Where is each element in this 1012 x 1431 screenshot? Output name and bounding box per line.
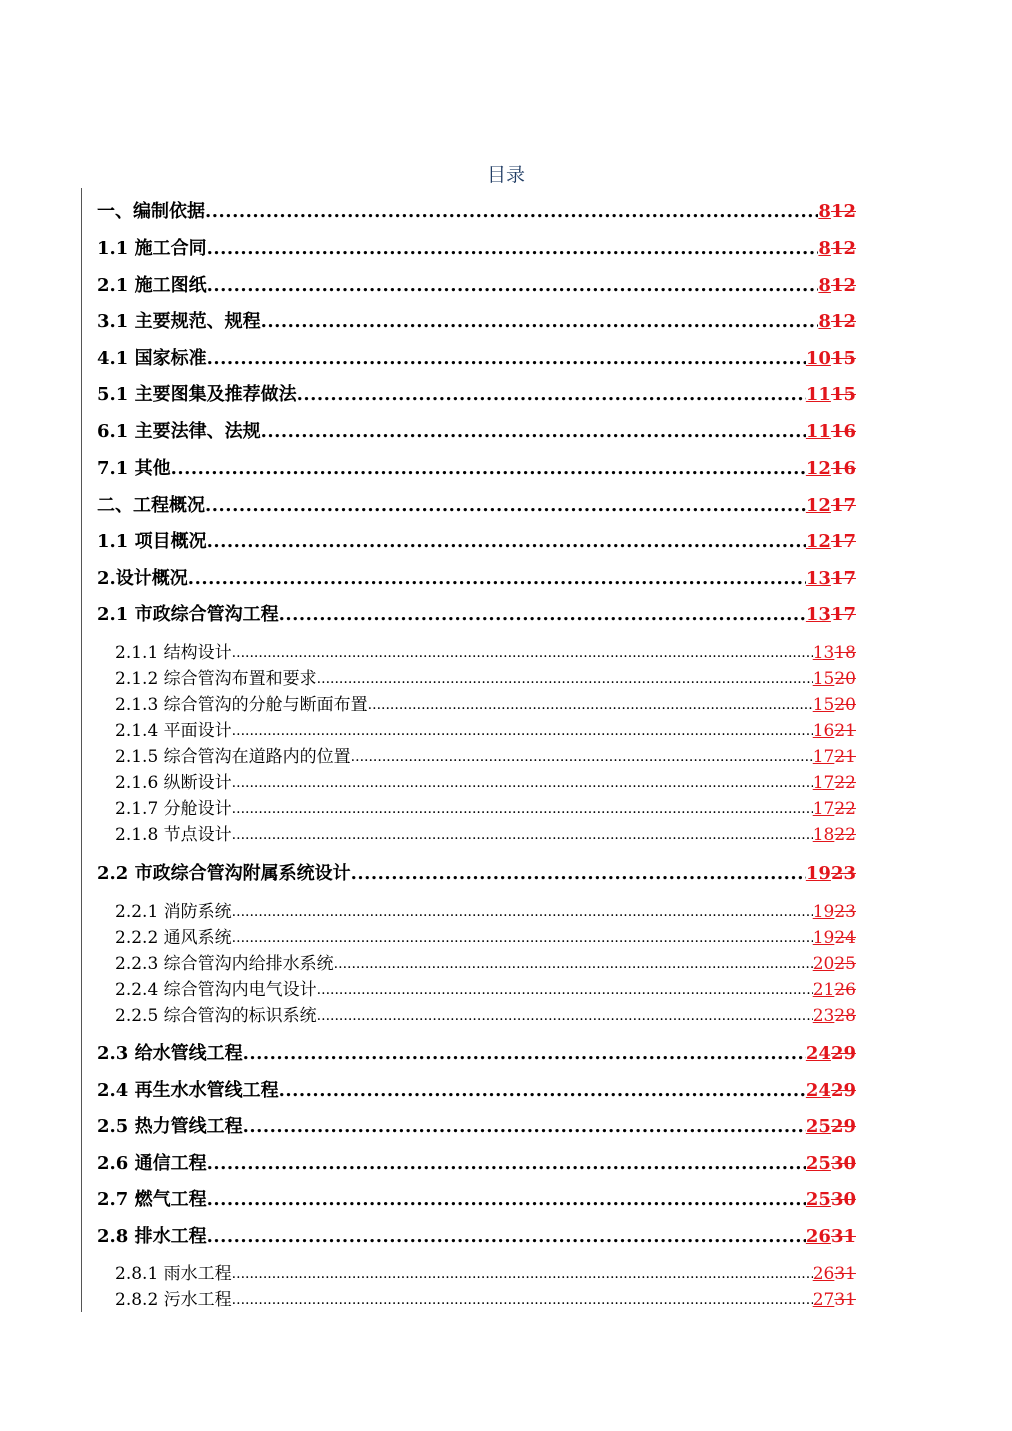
toc-entry-label: 1.1 项目概况 — [97, 531, 207, 552]
toc-deleted-page-number: 17 — [830, 495, 856, 516]
dot-leader — [279, 602, 806, 628]
toc-page-number: 12 — [805, 458, 831, 479]
dot-leader — [243, 1114, 806, 1140]
toc-deleted-page-number: 17 — [830, 604, 856, 625]
toc-entry[interactable] — [115, 1005, 856, 1027]
toc-entry[interactable] — [97, 1114, 856, 1140]
dot-leader — [232, 772, 813, 794]
dot-leader — [351, 746, 813, 768]
toc-entry[interactable] — [115, 1289, 856, 1311]
toc-deleted-page-number: 12 — [830, 201, 856, 222]
toc-page-number: 11 — [805, 421, 831, 442]
toc-entry[interactable] — [97, 1078, 856, 1104]
toc-deleted-page-number: 22 — [834, 799, 856, 819]
dot-leader — [207, 273, 819, 299]
toc-page-number: 11 — [805, 384, 831, 405]
dot-leader — [317, 1005, 813, 1027]
toc-entry-label: 2.设计概况 — [97, 568, 188, 589]
toc-page-number: 20 — [812, 954, 835, 974]
toc-page-number: 8 — [818, 311, 831, 332]
toc-page-number: 21 — [812, 980, 835, 1000]
dot-leader — [232, 824, 813, 846]
toc-deleted-page-number: 15 — [830, 348, 856, 369]
toc-entry[interactable] — [97, 1041, 856, 1067]
revision-change-bar — [81, 188, 82, 1312]
toc-page-number: 24 — [805, 1080, 831, 1101]
toc-entry[interactable] — [115, 772, 856, 794]
toc-page-number: 19 — [805, 863, 831, 884]
toc-entry[interactable] — [97, 199, 856, 225]
toc-entry[interactable] — [97, 419, 856, 445]
toc-deleted-page-number: 30 — [830, 1153, 856, 1174]
toc-deleted-page-number: 23 — [834, 902, 856, 922]
toc-page-number: 12 — [805, 531, 831, 552]
dot-leader — [205, 199, 818, 225]
toc-entry-label: 2.2.2 通风系统 — [115, 928, 232, 948]
dot-leader — [243, 1041, 806, 1067]
toc-page-number: 25 — [805, 1116, 831, 1137]
toc-entry-label: 2.8 排水工程 — [97, 1226, 207, 1247]
toc-deleted-page-number: 20 — [834, 669, 856, 689]
toc-entry[interactable] — [115, 694, 856, 716]
toc-deleted-page-number: 26 — [834, 980, 856, 1000]
toc-entry-label: 2.1.3 综合管沟的分舱与断面布置 — [115, 695, 368, 715]
toc-entry[interactable] — [97, 529, 856, 555]
toc-deleted-page-number: 21 — [834, 721, 856, 741]
toc-entry-label: 3.1 主要规范、规程 — [97, 311, 261, 332]
toc-page-number: 17 — [812, 747, 835, 767]
toc-entry-label: 2.4 再生水水管线工程 — [97, 1080, 279, 1101]
toc-title: 目录 — [486, 164, 525, 186]
toc-entry[interactable] — [115, 642, 856, 664]
toc-page-number: 26 — [805, 1226, 831, 1247]
toc-deleted-page-number: 29 — [830, 1116, 856, 1137]
toc-entry[interactable] — [97, 382, 856, 408]
toc-entry[interactable] — [97, 493, 856, 519]
toc-deleted-page-number: 23 — [830, 863, 856, 884]
toc-page-number: 13 — [812, 643, 835, 663]
dot-leader — [232, 642, 813, 664]
toc-deleted-page-number: 31 — [830, 1226, 856, 1247]
dot-leader — [317, 979, 813, 1001]
dot-leader — [232, 1289, 813, 1311]
toc-entry[interactable] — [97, 861, 856, 887]
dot-leader — [297, 382, 806, 408]
dot-leader — [232, 1263, 813, 1285]
toc-page-number: 23 — [812, 1006, 835, 1026]
toc-entry[interactable] — [97, 566, 856, 592]
dot-leader — [207, 529, 806, 555]
toc-entry[interactable] — [115, 798, 856, 820]
dot-leader — [261, 309, 819, 335]
dot-leader — [207, 1187, 806, 1213]
toc-deleted-page-number: 18 — [834, 643, 856, 663]
toc-deleted-page-number: 28 — [834, 1006, 856, 1026]
toc-page-number: 13 — [805, 604, 831, 625]
toc-entry-label: 2.1 市政综合管沟工程 — [97, 604, 279, 625]
toc-entry[interactable] — [97, 1224, 856, 1250]
toc-entry-label: 2.1.7 分舱设计 — [115, 799, 232, 819]
toc-entry-label: 2.1.4 平面设计 — [115, 721, 232, 741]
toc-deleted-page-number: 16 — [830, 421, 856, 442]
toc-entry-label: 2.1.8 节点设计 — [115, 825, 232, 845]
toc-entry[interactable] — [115, 824, 856, 846]
toc-deleted-page-number: 12 — [830, 275, 856, 296]
toc-entry[interactable] — [97, 273, 856, 299]
dot-leader — [207, 1224, 806, 1250]
toc-entry-label: 4.1 国家标准 — [97, 348, 207, 369]
dot-leader — [317, 668, 813, 690]
toc-entry[interactable] — [115, 668, 856, 690]
toc-deleted-page-number: 17 — [830, 568, 856, 589]
toc-entry-label: 2.3 给水管线工程 — [97, 1043, 243, 1064]
toc-entry-label: 2.2.5 综合管沟的标识系统 — [115, 1006, 317, 1026]
toc-deleted-page-number: 17 — [830, 531, 856, 552]
toc-entry-label: 7.1 其他 — [97, 458, 171, 479]
toc-deleted-page-number: 22 — [834, 825, 856, 845]
toc-deleted-page-number: 12 — [830, 311, 856, 332]
toc-entry-label: 二、工程概况 — [97, 495, 205, 516]
toc-entry-label: 2.7 燃气工程 — [97, 1189, 207, 1210]
dot-leader — [188, 566, 806, 592]
toc-entry[interactable] — [97, 1151, 856, 1177]
toc-entry-label: 2.6 通信工程 — [97, 1153, 207, 1174]
toc-entry-label: 1.1 施工合同 — [97, 238, 207, 259]
toc-entry-label: 6.1 主要法律、法规 — [97, 421, 261, 442]
toc-entry[interactable] — [115, 720, 856, 742]
toc-entry[interactable] — [97, 456, 856, 482]
toc-entry-label: 2.1.6 纵断设计 — [115, 773, 232, 793]
toc-entry[interactable] — [97, 309, 856, 335]
dot-leader — [207, 1151, 806, 1177]
dot-leader — [207, 236, 819, 262]
toc-page-number: 17 — [812, 799, 835, 819]
toc-entry[interactable] — [115, 746, 856, 768]
dot-leader — [232, 720, 813, 742]
dot-leader — [334, 953, 813, 975]
toc-page-number: 19 — [812, 928, 835, 948]
toc-entry[interactable] — [97, 346, 856, 372]
toc-entry-label: 一、编制依据 — [97, 201, 205, 222]
toc-deleted-page-number: 16 — [830, 458, 856, 479]
toc-page-number: 17 — [812, 773, 835, 793]
dot-leader — [232, 901, 813, 923]
toc-deleted-page-number: 15 — [830, 384, 856, 405]
toc-deleted-page-number: 29 — [830, 1043, 856, 1064]
toc-page-number: 8 — [818, 201, 831, 222]
toc-page-number: 13 — [805, 568, 831, 589]
toc-deleted-page-number: 31 — [834, 1264, 856, 1284]
toc-entry-label: 2.2 市政综合管沟附属系统设计 — [97, 863, 351, 884]
toc-entry[interactable] — [115, 979, 856, 1001]
toc-page-number: 8 — [818, 238, 831, 259]
toc-page-number: 27 — [812, 1290, 835, 1310]
toc-entry-label: 2.2.4 综合管沟内电气设计 — [115, 980, 317, 1000]
toc-entry[interactable] — [97, 602, 856, 628]
dot-leader — [207, 346, 806, 372]
toc-entry[interactable] — [115, 901, 856, 923]
toc-entry[interactable] — [115, 1263, 856, 1285]
toc-page-number: 16 — [812, 721, 835, 741]
dot-leader — [279, 1078, 806, 1104]
toc-entry-label: 2.2.1 消防系统 — [115, 902, 232, 922]
dot-leader — [351, 861, 806, 887]
dot-leader — [232, 927, 813, 949]
toc-page-number: 12 — [805, 495, 831, 516]
toc-page-number: 26 — [812, 1264, 835, 1284]
toc-page-number: 24 — [805, 1043, 831, 1064]
toc-page-number: 19 — [812, 902, 835, 922]
toc-entry[interactable] — [115, 953, 856, 975]
toc-entry-label: 2.1 施工图纸 — [97, 275, 207, 296]
toc-deleted-page-number: 29 — [830, 1080, 856, 1101]
toc-entry-label: 5.1 主要图集及推荐做法 — [97, 384, 297, 405]
dot-leader — [232, 798, 813, 820]
dot-leader — [261, 419, 806, 445]
toc-page-number: 18 — [812, 825, 835, 845]
toc-entry-label: 2.8.1 雨水工程 — [115, 1264, 232, 1284]
toc-page-number: 15 — [812, 669, 835, 689]
toc-entry-label: 2.1.5 综合管沟在道路内的位置 — [115, 747, 351, 767]
toc-entry-label: 2.5 热力管线工程 — [97, 1116, 243, 1137]
toc-page-number: 15 — [812, 695, 835, 715]
dot-leader — [205, 493, 806, 519]
toc-page-number: 25 — [805, 1153, 831, 1174]
toc-page-number: 10 — [805, 348, 831, 369]
toc-deleted-page-number: 20 — [834, 695, 856, 715]
toc-page-number: 25 — [805, 1189, 831, 1210]
toc-deleted-page-number: 31 — [834, 1290, 856, 1310]
toc-entry[interactable] — [97, 1187, 856, 1213]
toc-entry-label: 2.1.2 综合管沟布置和要求 — [115, 669, 317, 689]
toc-entry-label: 2.2.3 综合管沟内给排水系统 — [115, 954, 334, 974]
toc-entry-label: 2.1.1 结构设计 — [115, 643, 232, 663]
toc-deleted-page-number: 30 — [830, 1189, 856, 1210]
toc-deleted-page-number: 12 — [830, 238, 856, 259]
toc-deleted-page-number: 22 — [834, 773, 856, 793]
toc-entry[interactable] — [97, 236, 856, 262]
toc-entry-label: 2.8.2 污水工程 — [115, 1290, 232, 1310]
toc-deleted-page-number: 24 — [834, 928, 856, 948]
toc-deleted-page-number: 21 — [834, 747, 856, 767]
dot-leader — [368, 694, 813, 716]
toc-deleted-page-number: 25 — [834, 954, 856, 974]
toc-page-number: 8 — [818, 275, 831, 296]
dot-leader — [171, 456, 806, 482]
toc-entry[interactable] — [115, 927, 856, 949]
